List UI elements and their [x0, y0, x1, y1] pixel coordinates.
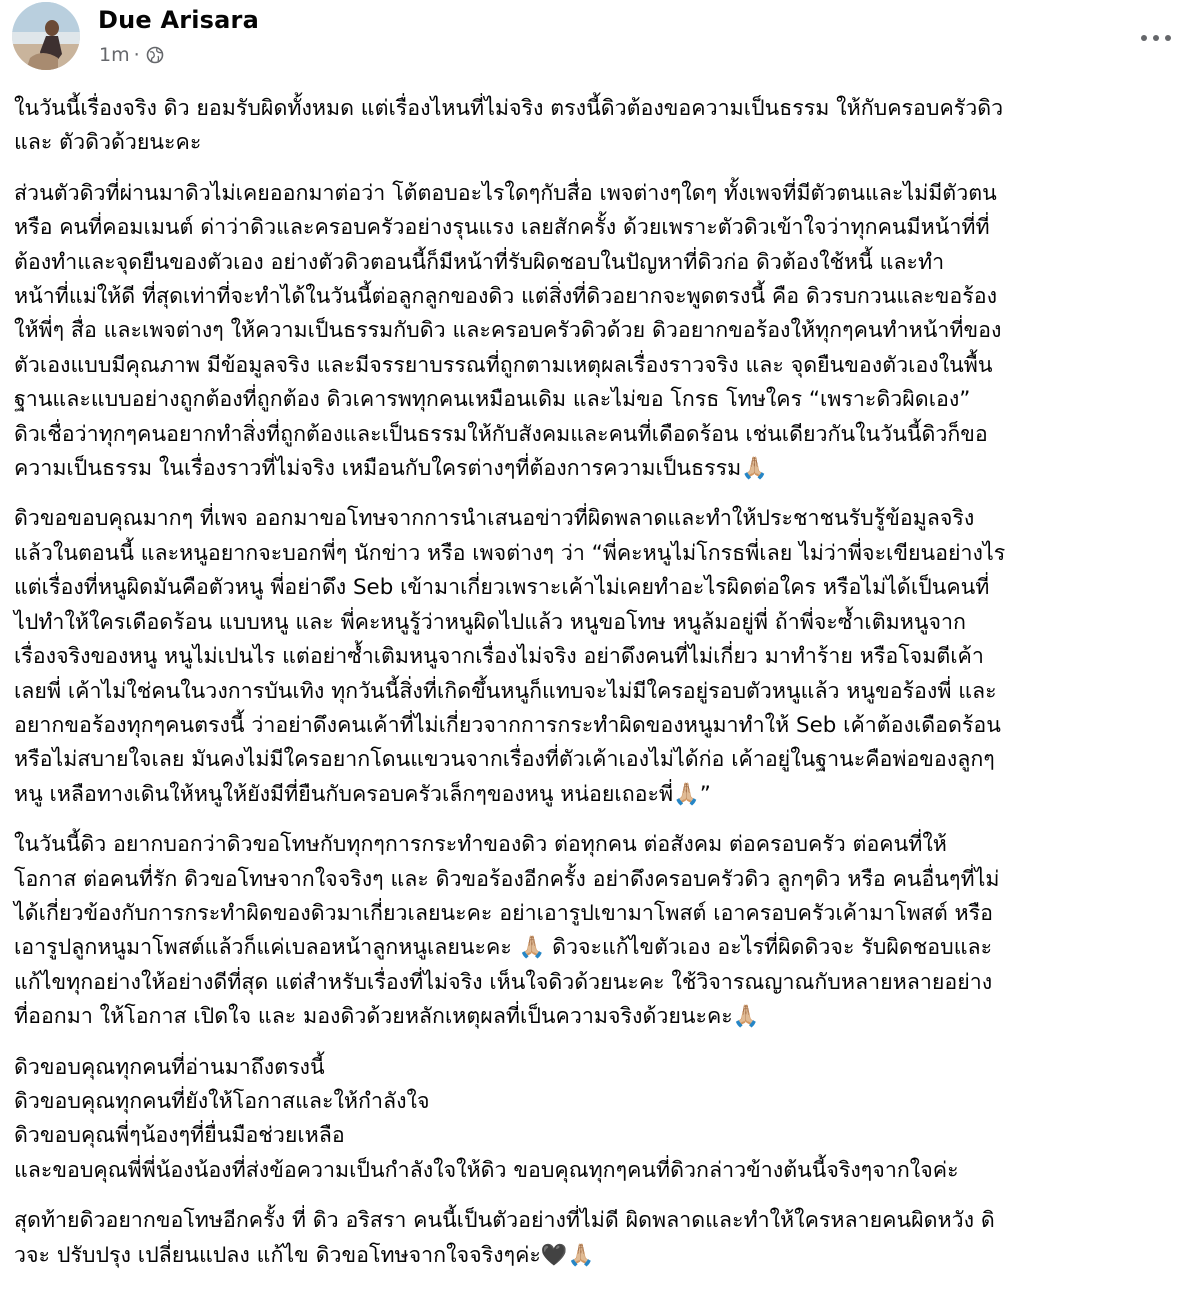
post-header	[6, 0, 1194, 84]
text-line: ดิวขอขอบคุณมากๆ ที่เพจ ออกมาขอโทษจากการนำเสนอข่าวที่ผิดพลาดและทำให้ประชาชนรับรู้ข้อมูลจริง	[14, 506, 975, 532]
avatar-photo	[12, 2, 80, 70]
text-line: แก้ไขทุกอย่างให้อย่างดีที่สุด แต่สำหรับเรื่องที่ไม่จริง เห็นใจดิวด้วยนะคะ ใช้วิจารณญาณกับหลายหลายอย่าง	[14, 969, 993, 995]
text-line: ความเป็นธรรม ในเรื่องราวที่ไม่จริง เหมือนกับใครต่างๆที่ต้องการความเป็นธรรม🙏🏼	[14, 456, 768, 482]
text-line: หนู เหลือทางเดินให้หนูให้ยังมีที่ยืนกับครอบครัวเล็กๆของหนู หน่อยเถอะพี่🙏🏼”	[14, 781, 711, 807]
text-line: ที่ออกมา ให้โอกาส เปิดใจ และ มองดิวด้วยหลักเหตุผลที่เป็นความจริงด้วยนะคะ🙏🏼	[14, 1004, 760, 1030]
text-line: อยากขอร้องทุกๆคนตรงนี้ ว่าอย่าดึงคนเค้าที่ไม่เกี่ยวจากการกระทำผิดของหนูมาทำให้ Seb เค้าต้องเดือดร้อน	[14, 712, 1001, 738]
text-line: สุดท้ายดิวอยากขอโทษอีกครั้ง ที่ ดิว อริสรา คนนี้เป็นตัวอย่างที่ไม่ดี ผิดพลาดและทำให้ใครหลายคนผิดหวัง ดิ	[14, 1208, 995, 1234]
post-text	[14, 92, 1184, 1289]
text-line: ดิวขอบคุณพี่ๆน้องๆที่ยื่นมือช่วยเหลือ	[14, 1123, 345, 1149]
post-meta	[99, 44, 164, 66]
text-line: ดิวขอบคุณทุกคนที่ยังให้โอกาสและให้กำลังใจ	[14, 1088, 430, 1114]
post-paragraph	[14, 92, 1184, 161]
author-avatar[interactable]	[12, 2, 80, 70]
text-line: แล้วในตอนนี้ และหนูอยากจะบอกพี่ๆ นักข่าว หรือ เพจต่างๆ ว่า “พี่คะหนูไม่โกรธพี่เลย ไม่ว่าพี่จะเขียนอย่างไร	[14, 540, 1006, 566]
text-line: ส่วนตัวดิวที่ผ่านมาดิวไม่เคยออกมาต่อว่า โต้ตอบอะไรใดๆกับสื่อ เพจต่างๆใดๆ ทั้งเพจที่มีตัวตนและไม่มีตัวตน	[14, 180, 997, 206]
post-paragraph	[14, 177, 1184, 487]
author-name[interactable]: Due Arisara	[98, 6, 259, 34]
post-timestamp[interactable]: 1m	[99, 44, 130, 66]
text-line: ตัวเองแบบมีคุณภาพ มีข้อมูลจริง และมีจรรยาบรรณที่ถูกตามเหตุผลเรื่องราวจริง และ จุดยืนของตัวเองในพื้น	[14, 352, 993, 378]
text-line: หรือ คนที่คอมเมนต์ ด่าว่าดิวและครอบครัวอย่างรุนแรง เลยสักครั้ง ด้วยเพราะตัวดิวเข้าใจว่าทุกคนมีหน้าที่ที่	[14, 215, 990, 241]
post-paragraph	[14, 1204, 1184, 1273]
text-line: ได้เกี่ยวข้องกับการกระทำผิดของดิวมาเกี่ยวเลยนะคะ อย่าเอารูปเขามาโพสต์ เอาครอบครัวเค้ามาโพสต์ หรือ	[14, 900, 993, 926]
post-paragraph	[14, 502, 1184, 812]
post-paragraph	[14, 1051, 1184, 1189]
text-line: เอารูปลูกหนูมาโพสต์แล้วก็แค่เบลอหน้าลูกหนูเลยนะคะ 🙏🏼 ดิวจะแก้ไขตัวเอง อะไรที่ผิดดิวจะ รับผิดชอบและ	[14, 935, 993, 961]
more-options-button[interactable]	[1132, 18, 1180, 58]
more-icon-dot	[1153, 35, 1159, 41]
text-line: ดิวขอบคุณทุกคนที่อ่านมาถึงตรงนี้	[14, 1054, 325, 1080]
more-icon-dot	[1165, 35, 1171, 41]
text-line: และ ตัวดิวด้วยนะคะ	[14, 130, 202, 156]
text-line: หน้าที่แม่ให้ดี ที่สุดเท่าที่จะทำได้ในวันนี้ต่อลูกลูกของดิว แต่สิ่งที่ดิวอยากจะพูดตรงนี้ คือ ดิวรบกวนและขอร้อง	[14, 284, 998, 310]
text-line: ไปทำให้ใครเดือดร้อน แบบหนู และ พี่คะหนูรู้ว่าหนูผิดไปแล้ว หนูขอโทษ หนูล้มอยู่พี่ ถ้าพี่จะซ้ำเติมหนูจาก	[14, 609, 966, 635]
text-line: และขอบคุณพี่พี่น้องน้องที่ส่งข้อความเป็นกำลังใจให้ดิว ขอบคุณทุกๆคนที่ดิวกล่าวข้างต้นนี้จริงๆจากใจค่ะ	[14, 1157, 959, 1183]
post-paragraph	[14, 828, 1184, 1034]
text-line: ต้องทำและจุดยืนของตัวเอง อย่างตัวดิวตอนนี้ก็มีหน้าที่รับผิดชอบในปัญหาที่ดิวก่อ ดิวต้องใช้หนี้ และทำ	[14, 249, 945, 275]
text-line: แต่เรื่องที่หนูผิดมันคือตัวหนู พี่อย่าดึง Seb เข้ามาเกี่ยวเพราะเค้าไม่เคยทำอะไรผิดต่อใคร หรือไม่ได้เป็นคนที่	[14, 575, 990, 601]
text-line: หรือไม่สบายใจเลย มันคงไม่มีใครอยากโดนแขวนจากเรื่องที่ตัวเค้าเองไม่ได้ก่อ เค้าอยู่ในฐานะคือพ่อของลูกๆ	[14, 747, 995, 773]
more-horizontal-icon	[1141, 35, 1147, 41]
text-line: ดิวเชื่อว่าทุกๆคนอยากทำสิ่งที่ถูกต้องและเป็นธรรมให้กับสังคมและคนที่เดือดร้อน เช่นเดียวกันในวันนี้ดิวก็ขอ	[14, 421, 988, 447]
text-line: ให้พี่ๆ สื่อ และเพจต่างๆ ให้ความเป็นธรรมกับดิว และครอบครัวดิวด้วย ดิวอยากขอร้องให้ทุกๆคนทำหน้าที่ของ	[14, 318, 1002, 344]
text-line: วจะ ปรับปรุง เปลี่ยนแปลง แก้ไข ดิวขอโทษจากใจจริงๆค่ะ🖤🙏🏼	[14, 1242, 595, 1268]
text-line: ในวันนี้เรื่องจริง ดิว ยอมรับผิดทั้งหมด แต่เรื่องไหนที่ไม่จริง ตรงนี้ดิวต้องขอความเป็นธรรม ให้กับครอบครัวดิว	[14, 96, 1004, 121]
text-line: เรื่องจริงของหนู หนูไม่เปนไร แต่อย่าซ้ำเติมหนูจากเรื่องไม่จริง อย่าดึงคนที่ไม่เกี่ยว มาทำร้าย หรือโจมตีเค้า	[14, 644, 984, 670]
text-line: ฐานและแบบอย่างถูกต้องที่ถูกต้อง ดิวเคารพทุกคนเหมือนเดิม และไม่ขอ โกรธ โทษใคร “เพราะดิวผิดเอง”	[14, 387, 971, 413]
meta-separator: ·	[133, 44, 140, 66]
text-line: ในวันนี้ดิว อยากบอกว่าดิวขอโทษกับทุกๆการกระทำของดิว ต่อทุกคน ต่อสังคม ต่อครอบครัว ต่อคนที่ให้	[14, 832, 947, 858]
globe-icon[interactable]	[146, 46, 164, 64]
text-line: เลยพี่ เค้าไม่ใช่คนในวงการบันเทิง ทุกวันนี้สิ่งที่เกิดขึ้นหนูก็แทบจะไม่มีใครอยู่รอบตัวหนูแล้ว หนูขอร้องพี่ และ	[14, 678, 997, 704]
text-line: โอกาส ต่อคนที่รัก ดิวขอโทษจากใจจริงๆ และ ดิวขอร้องอีกครั้ง อย่าดึงครอบครัวดิว ลูกๆดิว หรือ คนอื่นๆที่ไม่	[14, 866, 1000, 892]
